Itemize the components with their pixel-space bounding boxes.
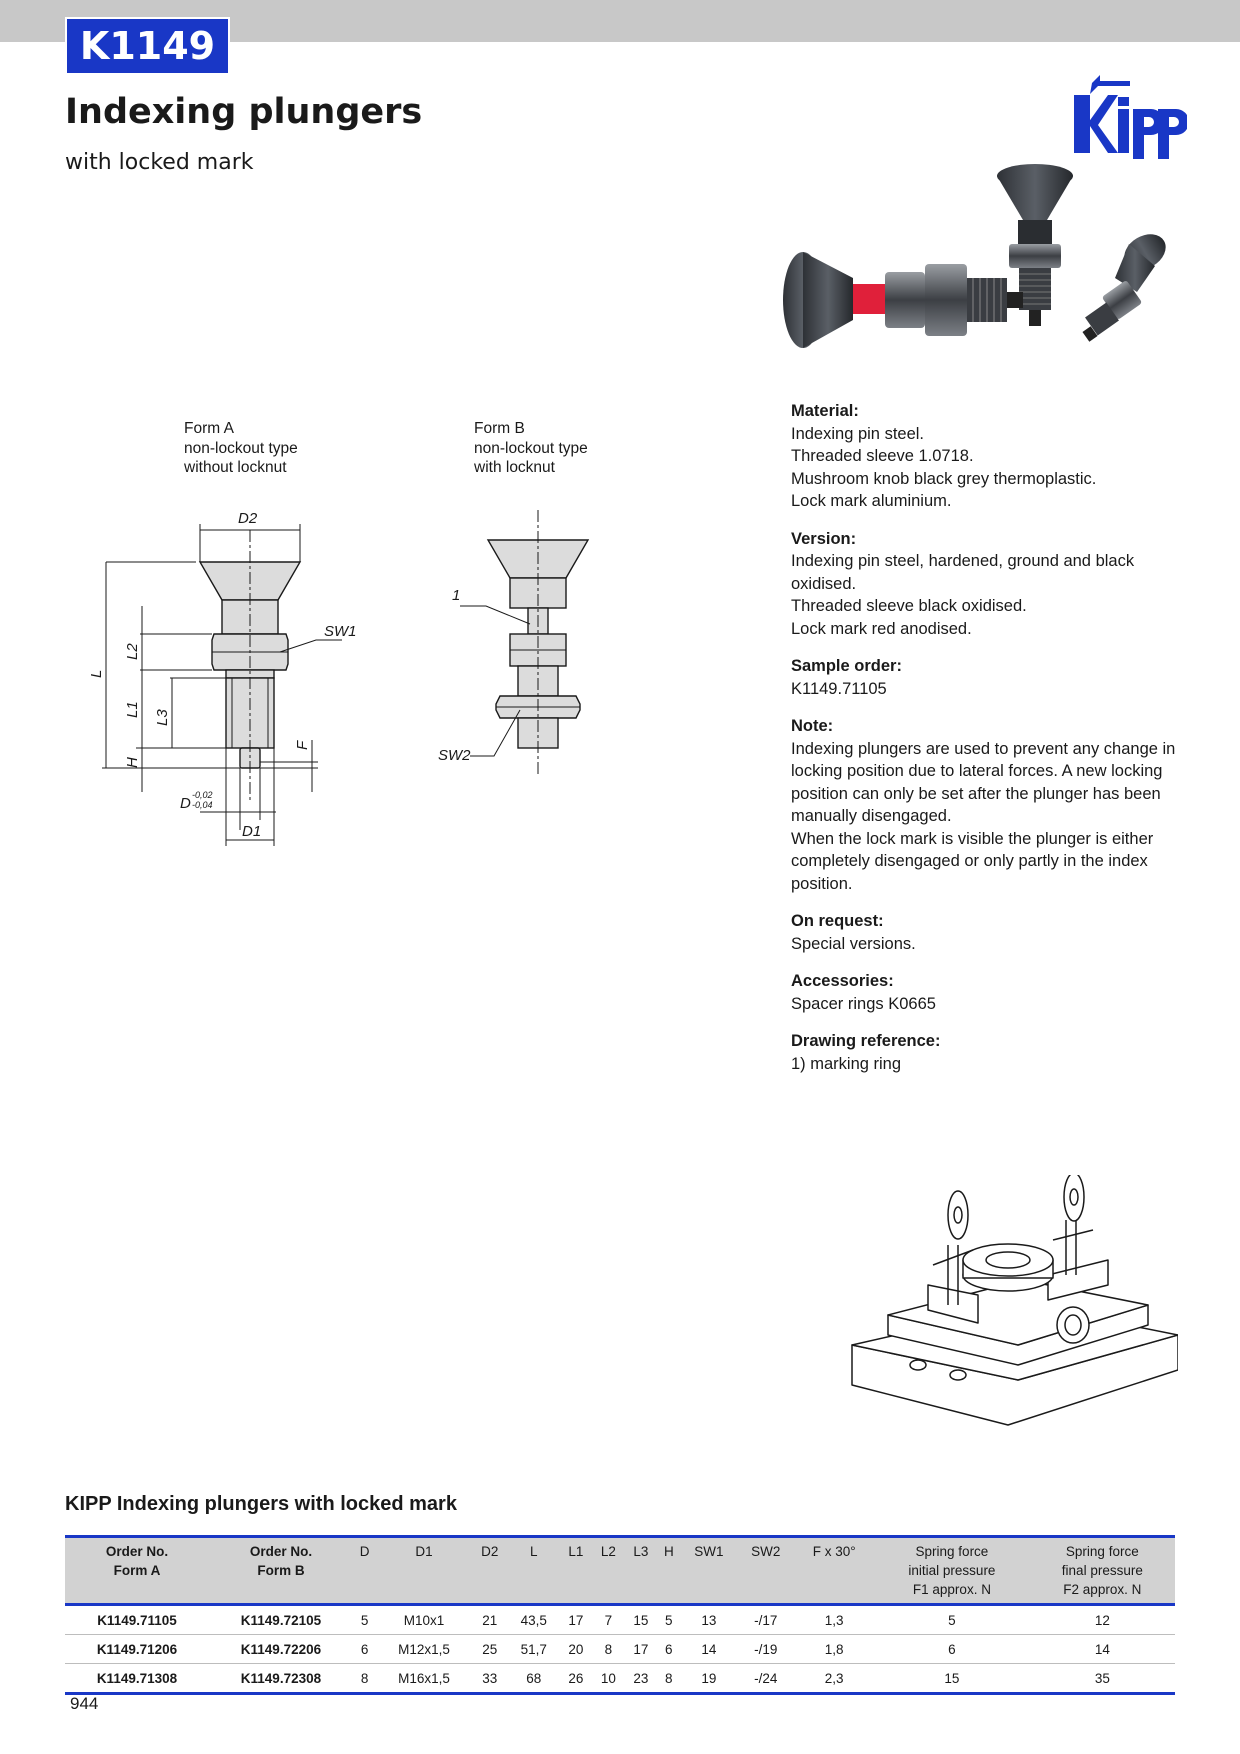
form-b-label [474,419,588,478]
info-on-request [791,910,1191,955]
dim-l2: L2 [124,643,141,660]
application-illustration [848,1175,1178,1445]
plunger-small [1082,227,1172,342]
cell: 5 [948,1612,956,1628]
cell-order-b: K1149.72105 [240,1612,322,1628]
cell: M16x1,5 [398,1670,450,1686]
col-order-b: Order No. Form B [249,1544,313,1578]
cell: 14 [1094,1641,1110,1657]
table-title: KIPP Indexing plungers with locked mark [65,1493,457,1515]
info-heading: Sample order: [791,657,902,675]
info-heading: Material: [791,402,859,420]
info-line: Lock mark aluminium. [791,492,952,510]
cell: 12 [1094,1612,1110,1628]
cell: 33 [482,1670,498,1686]
dim-l1: L1 [124,701,141,718]
col-l2: L2 [600,1544,616,1559]
cell: 35 [1094,1670,1110,1686]
cell: 15 [633,1612,649,1628]
form-a-line1: Form A [184,420,234,437]
ref-marking-ring: 1 [452,587,461,604]
info-line: Indexing plungers are used to prevent any change in [791,739,1176,758]
dim-sw2: SW2 [438,747,471,764]
col-l: L [530,1544,538,1559]
spec-table [65,1535,1175,1695]
dim-d-tol-lower: -0,04 [192,800,213,810]
col-d: D [359,1544,370,1559]
col-l1: L1 [568,1544,584,1559]
info-line: Lock mark red anodised. [791,619,972,638]
table-row [65,1664,1175,1694]
dim-d2: D2 [238,510,258,527]
cell: 25 [482,1641,498,1657]
info-version [791,528,1191,641]
info-line: position. [791,874,853,893]
cell: 1,3 [824,1612,844,1628]
cell: 6 [665,1641,673,1657]
cell: -/24 [754,1670,778,1686]
form-b-line3: with locknut [474,459,555,476]
dim-l: L [88,669,105,678]
product-code-badge: K1149 [65,17,230,75]
dim-l3: L3 [154,709,171,726]
cell: 20 [568,1641,584,1657]
cell: 21 [482,1612,498,1628]
col-spring-f1: Spring force initial pressure F1 approx. N [908,1544,996,1597]
info-heading: Version: [791,529,857,548]
dim-sw1: SW1 [324,623,357,640]
drawing-form-b [430,500,610,800]
cell: 6 [948,1641,956,1657]
cell: 14 [701,1641,717,1657]
info-line: position can only be set after the plunger has been [791,784,1161,803]
cell: 8 [604,1641,613,1657]
drawing-form-a [80,500,400,860]
col-d1: D1 [415,1544,433,1559]
info-line: 1) marking ring [791,1054,902,1073]
cell: 17 [568,1612,584,1628]
cell-order-b: K1149.72308 [240,1670,322,1686]
info-line: Spacer rings K0665 [791,994,936,1013]
cell: 51,7 [520,1641,547,1657]
info-material [791,400,1191,513]
cell: 15 [944,1670,960,1686]
cell: M12x1,5 [398,1641,450,1657]
page-subtitle: with locked mark [65,150,254,175]
dim-h: H [124,757,141,768]
cell: 7 [604,1612,613,1628]
dim-d: D [180,795,191,812]
cell: 17 [633,1641,649,1657]
col-h: H [663,1544,674,1559]
info-sample-order [791,655,1191,700]
info-accessories [791,970,1191,1015]
dim-f: F [294,740,311,750]
info-line: locking position due to lateral forces. A new locking [791,762,1163,780]
cell: 26 [568,1670,584,1686]
info-note [791,715,1191,895]
table-header-row [65,1537,1175,1605]
col-d2: D2 [481,1544,499,1559]
col-sw1: SW1 [694,1544,724,1559]
form-a-line3: without locknut [184,459,287,476]
cell-order-b: K1149.72206 [240,1641,322,1657]
info-line: Threaded sleeve black oxidised. [791,597,1027,615]
cell: 10 [600,1670,616,1686]
cell: 13 [701,1612,717,1628]
info-line: When the lock mark is visible the plunger is either [791,829,1154,848]
cell: 68 [526,1670,542,1686]
cell: 43,5 [520,1612,547,1628]
cell: 1,8 [824,1641,844,1657]
table-row [65,1605,1175,1635]
cell: -/19 [754,1641,778,1657]
info-heading: On request: [791,912,884,930]
dim-d-tol-upper: -0,02 [192,790,213,800]
cell: 5 [360,1612,369,1628]
info-line: oxidised. [791,574,857,593]
info-line: Mushroom knob black grey thermoplastic. [791,469,1097,488]
col-order-a: Order No. Form A [105,1544,169,1578]
col-spring-f2: Spring force final pressure F2 approx. N [1061,1544,1143,1597]
cell: 23 [633,1670,649,1686]
cell: 8 [665,1670,673,1686]
cell: 8 [360,1670,369,1686]
cell-order-a: K1149.71105 [97,1612,177,1628]
cell-order-a: K1149.71206 [96,1641,178,1657]
info-heading: Note: [791,717,834,735]
info-line: K1149.71105 [791,679,887,698]
info-panel [791,400,1191,1090]
form-b-line2: non-lockout type [474,439,588,457]
table-row [65,1635,1175,1664]
form-a-label [184,419,298,478]
cell: 2,3 [824,1670,844,1686]
col-l3: L3 [633,1544,649,1559]
info-drawing-reference [791,1030,1191,1075]
cell-order-a: K1149.71308 [96,1670,178,1686]
plunger-lying [783,252,1023,348]
cell: M10x1 [403,1612,445,1628]
cell: 6 [360,1641,369,1657]
info-line: manually disengaged. [791,807,952,825]
info-line: Indexing pin steel, hardened, ground and black [791,552,1135,570]
product-photo [775,160,1195,370]
info-line: Indexing pin steel. [791,424,925,443]
form-a-line2: non-lockout type [184,439,298,457]
page-number: 944 [70,1694,99,1713]
page-title: Indexing plungers [65,92,423,132]
info-heading: Drawing reference: [791,1032,941,1050]
dim-d1: D1 [242,823,262,840]
info-line: Threaded sleeve 1.0718. [791,447,974,465]
col-f: F x 30° [812,1544,856,1559]
form-b-line1: Form B [474,420,525,437]
cell: 19 [701,1670,717,1686]
info-line: Special versions. [791,934,916,953]
info-heading: Accessories: [791,972,894,990]
col-sw2: SW2 [751,1544,781,1559]
kipp-logo [1072,75,1187,160]
cell: -/17 [754,1612,778,1628]
info-line: completely disengaged or only partly in the index [791,852,1148,870]
cell: 5 [665,1612,673,1628]
